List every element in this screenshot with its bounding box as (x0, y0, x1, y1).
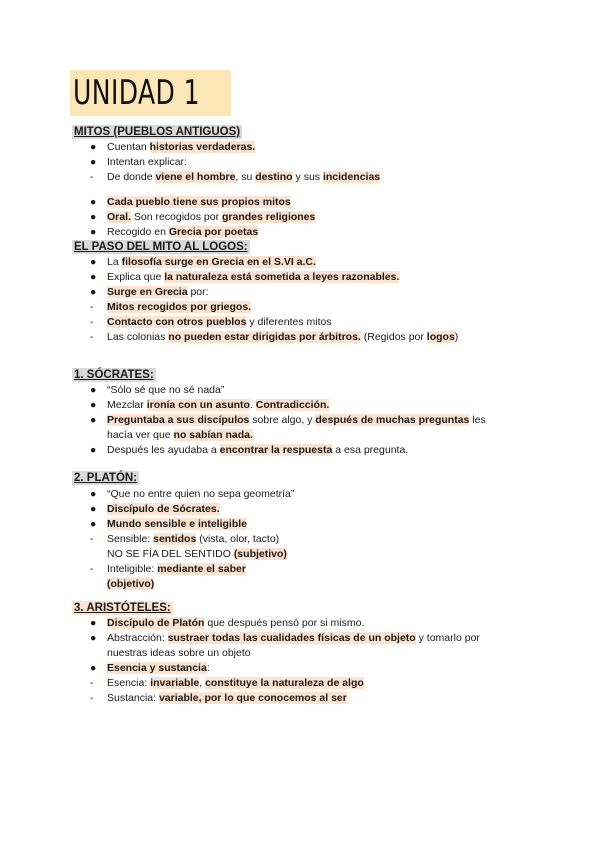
bullet-icon: ● (90, 141, 97, 153)
bullet-icon: ● (90, 286, 97, 298)
dash-icon: - (90, 171, 94, 183)
section-header-platon: 2. PLATÓN: (74, 472, 138, 484)
dash-icon: - (90, 692, 94, 704)
section-header-mitos: MITOS (PUEBLOS ANTIGUOS) (74, 126, 241, 138)
dash-icon: - (90, 677, 94, 689)
bullet-icon: ● (90, 632, 97, 644)
bullet-icon: ● (90, 617, 97, 629)
section-header-socrates: 1. SÓCRATES: (74, 369, 154, 381)
bullet-icon: ● (90, 488, 97, 500)
section-header-aristoteles: 3. ARISTÓTELES: (74, 602, 171, 614)
bullet-icon: ● (90, 399, 97, 411)
bullet-icon: ● (90, 226, 97, 238)
dash-icon: - (90, 301, 94, 313)
bullet-icon: ● (90, 196, 97, 208)
bullet-icon: ● (90, 256, 97, 268)
bullet-icon: ● (90, 414, 97, 426)
list-item-continuation: hacía ver que no sabían nada. (107, 429, 253, 441)
list-item-continuation: (objetivo) (107, 578, 155, 590)
list-item-continuation: NO SE FÍA DEL SENTIDO (subjetivo) (107, 548, 287, 560)
list-item-continuation: nuestras ideas sobre un objeto (107, 647, 251, 659)
dash-icon: - (90, 563, 94, 575)
bullet-icon: ● (90, 662, 97, 674)
dash-icon: - (90, 316, 94, 328)
bullet-icon: ● (90, 156, 97, 168)
document-title: UNIDAD 1 (70, 70, 231, 116)
bullet-icon: ● (90, 384, 97, 396)
bullet-icon: ● (90, 518, 97, 530)
bullet-icon: ● (90, 444, 97, 456)
bullet-icon: ● (90, 211, 97, 223)
dash-icon: - (90, 331, 94, 343)
bullet-icon: ● (90, 503, 97, 515)
bullet-icon: ● (90, 271, 97, 283)
section-header-paso: EL PASO DEL MITO AL LOGOS: (74, 241, 248, 253)
dash-icon: - (90, 533, 94, 545)
